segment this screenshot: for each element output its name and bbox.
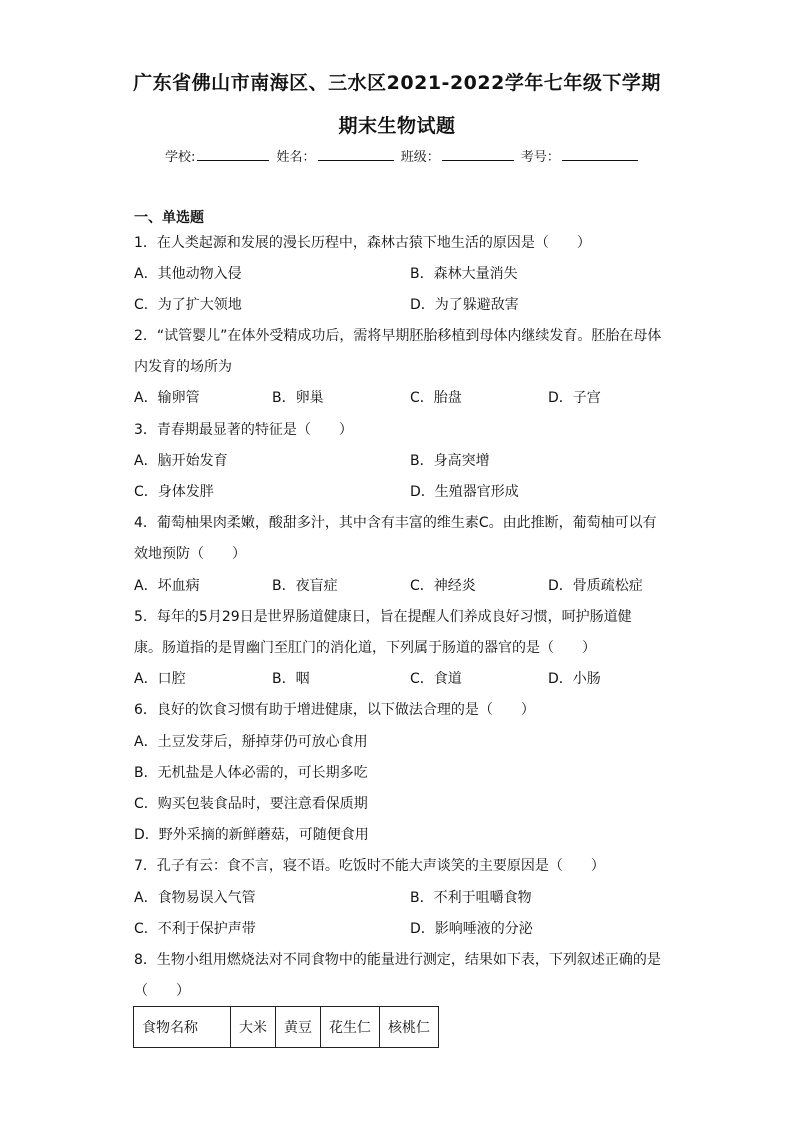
question-2-option-d: D．子宫 [548,390,601,406]
question-4-stem-line1: 4．葡萄柚果肉柔嫩，酸甜多汁，其中含有丰富的维生素C。由此推断，葡萄柚可以有 [134,515,657,531]
question-7-option-d: D．影响唾液的分泌 [410,921,533,937]
table-header-cell: 黄豆 [276,1007,321,1048]
question-1-stem: 1．在人类起源和发展的漫长历程中，森林古猿下地生活的原因是（ ） [134,235,591,251]
question-4-option-d: D．骨质疏松症 [548,578,643,594]
question-2-option-c: C．胎盘 [410,390,462,406]
question-6-option-d: D．野外采摘的新鲜蘑菇，可随便食用 [134,827,369,843]
question-2-option-a: A．输卵管 [134,390,200,406]
question-5-option-d: D．小肠 [548,671,601,687]
question-4-option-a: A．坏血病 [134,578,200,594]
question-3-option-d: D．生殖器官形成 [410,484,519,500]
exam-title-line1: 广东省佛山市南海区、三水区2021-2022学年七年级下学期 [133,72,661,94]
question-7-stem: 7．孔子有云：食不言，寝不语。吃饭时不能大声谈笑的主要原因是（ ） [134,858,605,874]
name-label: 姓名： [276,150,316,165]
table-header-cell: 食物名称 [134,1007,231,1048]
class-label: 班级： [400,150,440,165]
question-5-option-c: C．食道 [410,671,462,687]
question-2-stem-line2: 内发育的场所为 [134,359,232,375]
question-4-option-c: C．神经炎 [410,578,476,594]
number-label: 考号： [520,150,560,165]
question-1-option-c: C．为了扩大领地 [134,297,242,313]
question-7-option-a: A．食物易误入气管 [134,890,256,906]
question-2-option-b: B．卵巢 [272,390,324,406]
question-5-option-a: A．口腔 [134,671,186,687]
number-blank [562,148,638,161]
question-8-stem-line2: （ ） [134,983,190,999]
question-4-stem-line2: 效地预防（ ） [134,546,246,562]
question-8-stem-line1: 8．生物小组用燃烧法对不同食物中的能量进行测定，结果如下表，下列叙述正确的是 [134,952,661,968]
name-blank [318,148,394,161]
question-1-option-a: A．其他动物入侵 [134,266,242,282]
question-3-option-a: A．脑开始发育 [134,453,228,469]
school-blank [197,148,269,161]
question-2-stem-line1: 2．“试管婴儿”在体外受精成功后，需将早期胚胎移植到母体内继续发育。胚胎在母体 [134,328,662,344]
question-5-option-b: B．咽 [272,671,310,687]
question-3-stem: 3．青春期最显著的特征是（ ） [134,422,353,438]
question-7-option-c: C．不利于保护声带 [134,921,256,937]
school-label: 学校: [165,150,196,165]
question-3-option-c: C．身体发胖 [134,484,214,500]
question-5-stem-line1: 5．每年的5月29日是世界肠道健康日，旨在提醒人们养成良好习惯，呵护肠道健 [134,609,632,625]
question-1-option-b: B．森林大量消失 [410,266,518,282]
question-4-option-b: B．夜盲症 [272,578,338,594]
table-header-cell: 大米 [231,1007,276,1048]
table-header-cell: 花生仁 [321,1007,380,1048]
exam-title-line2: 期末生物试题 [338,115,456,137]
class-blank [442,148,514,161]
question-7-option-b: B．不利于咀嚼食物 [410,890,532,906]
student-info-row [165,146,641,165]
table-row [134,1007,439,1048]
question-1-option-d: D．为了躲避敌害 [410,297,519,313]
section-heading: 一、单选题 [134,210,204,226]
question-6-option-b: B．无机盐是人体必需的，可长期多吃 [134,765,368,781]
question-6-option-c: C．购买包装食品时，要注意看保质期 [134,796,368,812]
question-6-option-a: A．土豆发芽后，掰掉芽仍可放心食用 [134,734,368,750]
table-header-cell: 核桃仁 [380,1007,439,1048]
question-3-option-b: B．身高突增 [410,453,490,469]
question-6-stem: 6．良好的饮食习惯有助于增进健康，以下做法合理的是（ ） [134,702,535,718]
food-energy-table [133,1006,439,1048]
question-5-stem-line2: 康。肠道指的是胃幽门至肛门的消化道，下列属于肠道的器官的是（ ） [134,640,596,656]
